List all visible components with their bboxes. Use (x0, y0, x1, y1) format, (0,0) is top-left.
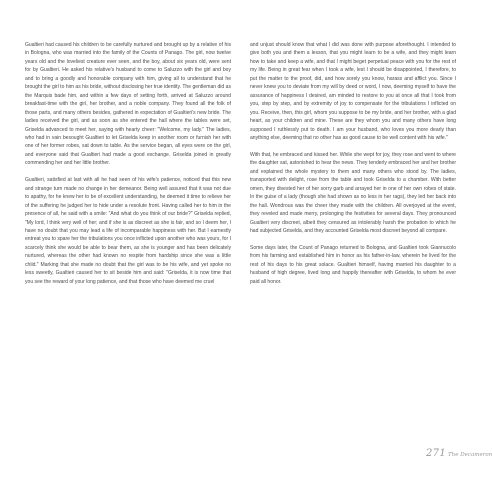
page-footer (426, 449, 492, 459)
left-text-column (25, 41, 231, 286)
paragraph: With that, he embraced and kissed her. While she wept for joy, they rose and went to where the daughter sat, astonished to hear the news. They tenderly embraced her and her brother and explained the whole mystery to them and many others who stood by. The ladies, transported with delight, rose from the table and took Griselda to a chamber. With better omen, they divested her of her sorry garb and arrayed her in one of her own robes of state. In the guise of a lady (though she had shown as no less in her rags), they led her back into the hall. Wondrous was the cheer they made with the children. All overjoyed at the event, they reveled and made merry, prolonging the festivities for several days. They pronounced Gualtieri very discreet, albeit they censured as intolerably harsh the probation to which he had subjected Griselda, and they accounted Griselda most discreet beyond all compare. (250, 151, 456, 234)
page-number: 271 (426, 448, 446, 459)
paragraph: Some days later, the Count of Panago returned to Bologna, and Gualtieri took Giannucolo from his farming and established him in honor as his father-in-law, wherein he lived for the rest of his days to his great solace. Gualtieri himself, having married his daughter to a husband of high degree, lived long and happily thereafter with Griselda, to whom he ever paid all honor. (250, 244, 456, 285)
right-text-column (250, 41, 456, 286)
paragraph: and unjust should know that what I did was done with purpose aforethought. I intended to give both you and them a lesson, that you might learn to be a wife, and they might learn how to take and keep a wife, and that I might beget perpetual peace with you for the rest of my life. Being in great fear when I took a wife, lest I should be disappointed, I therefore, to put the matter to the proof, did, and how sorely you know, harass and afflict you. Since I never knew you to deviate from my will by deed or word, I now, deeming myself to have the assurance of happiness I desired, am minded to restore to you at once all that I took from you, step by step, and by extremity of joy to compensate for the tribulations I inflicted on you. Receive, then, this girl, whom you suppose to be my bride, and her brother, with a glad heart, as your children and mine. These are they whom you and many others have long supposed I ruthlessly put to death. I am your husband, who loves you more dearly than anything else, deeming that no other has as good cause to be well content with his wife." (250, 42, 456, 141)
paragraph: Gualtieri had caused his children to be carefully nurtured and brought up by a relative of his in Bologna, who was married into the family of the Counts of Panago. The girl, now twelve years old and the loveliest creature ever seen, and the boy, about six years old, were sent for by Gualtieri. He asked his relative's husband to come to Saluzzo with the girl and boy and to bring a goodly and honorable company with him, giving all to understand that he brought the girl to him as his bride, without disclosing her true identity. The gentleman did as the Marquis bade him, and within a few days of setting forth, arrived at Saluzzo around breakfast-time with the girl, her brother, and a noble company. They found all the folk of those parts, and many others besides, gathered in expectation of Gualtieri's new bride. The ladies received the girl, and as soon as she entered the hall where the tables were set, Griselda advanced to meet her, saying with hearty cheer: "Welcome, my lady." The ladies, who had in vain besought Gualtieri to let Griselda keep in another room or furnish her with one of her former robes, sat down to table. As the service began, all eyes were on the girl, and everyone said that Gualtieri had made a good exchange. Griselda joined in greatly commending her and her little brother. (25, 42, 231, 167)
paragraph: Gualtieri, satisfied at last with all he had seen of his wife's patience, noticed that this new and strange turn made no change in her demeanor. Being well assured that it was not due to apathy, for he knew her to be of excellent understanding, he deemed it time to relieve her of the suffering he judged her to hide under a resolute front. Having called her to him in the presence of all, he said with a smile: "And what do you think of our bride?" Griselda replied, "My lord, I think very well of her; and if she is as discreet as she is fair, and so I deem her, I have no doubt that you may lead a life of incomparable happiness with her. But I earnestly entreat you to spare her the tribulations you once inflicted upon another who was yours, for I scarcely think she would be able to bear them, as she is younger and has been delicately nurtured, whereas the other had known no respite from hardship since she was a little child." Marking that she made no doubt that the girl was to be his wife, and yet spoke no less sweetly, Gualtieri caused her to sit beside him and said: "Griselda, it is now time that you see the reward of your long patience, and that those who have deemed me cruel (25, 177, 231, 285)
running-book-title: The Decameron (448, 452, 492, 458)
